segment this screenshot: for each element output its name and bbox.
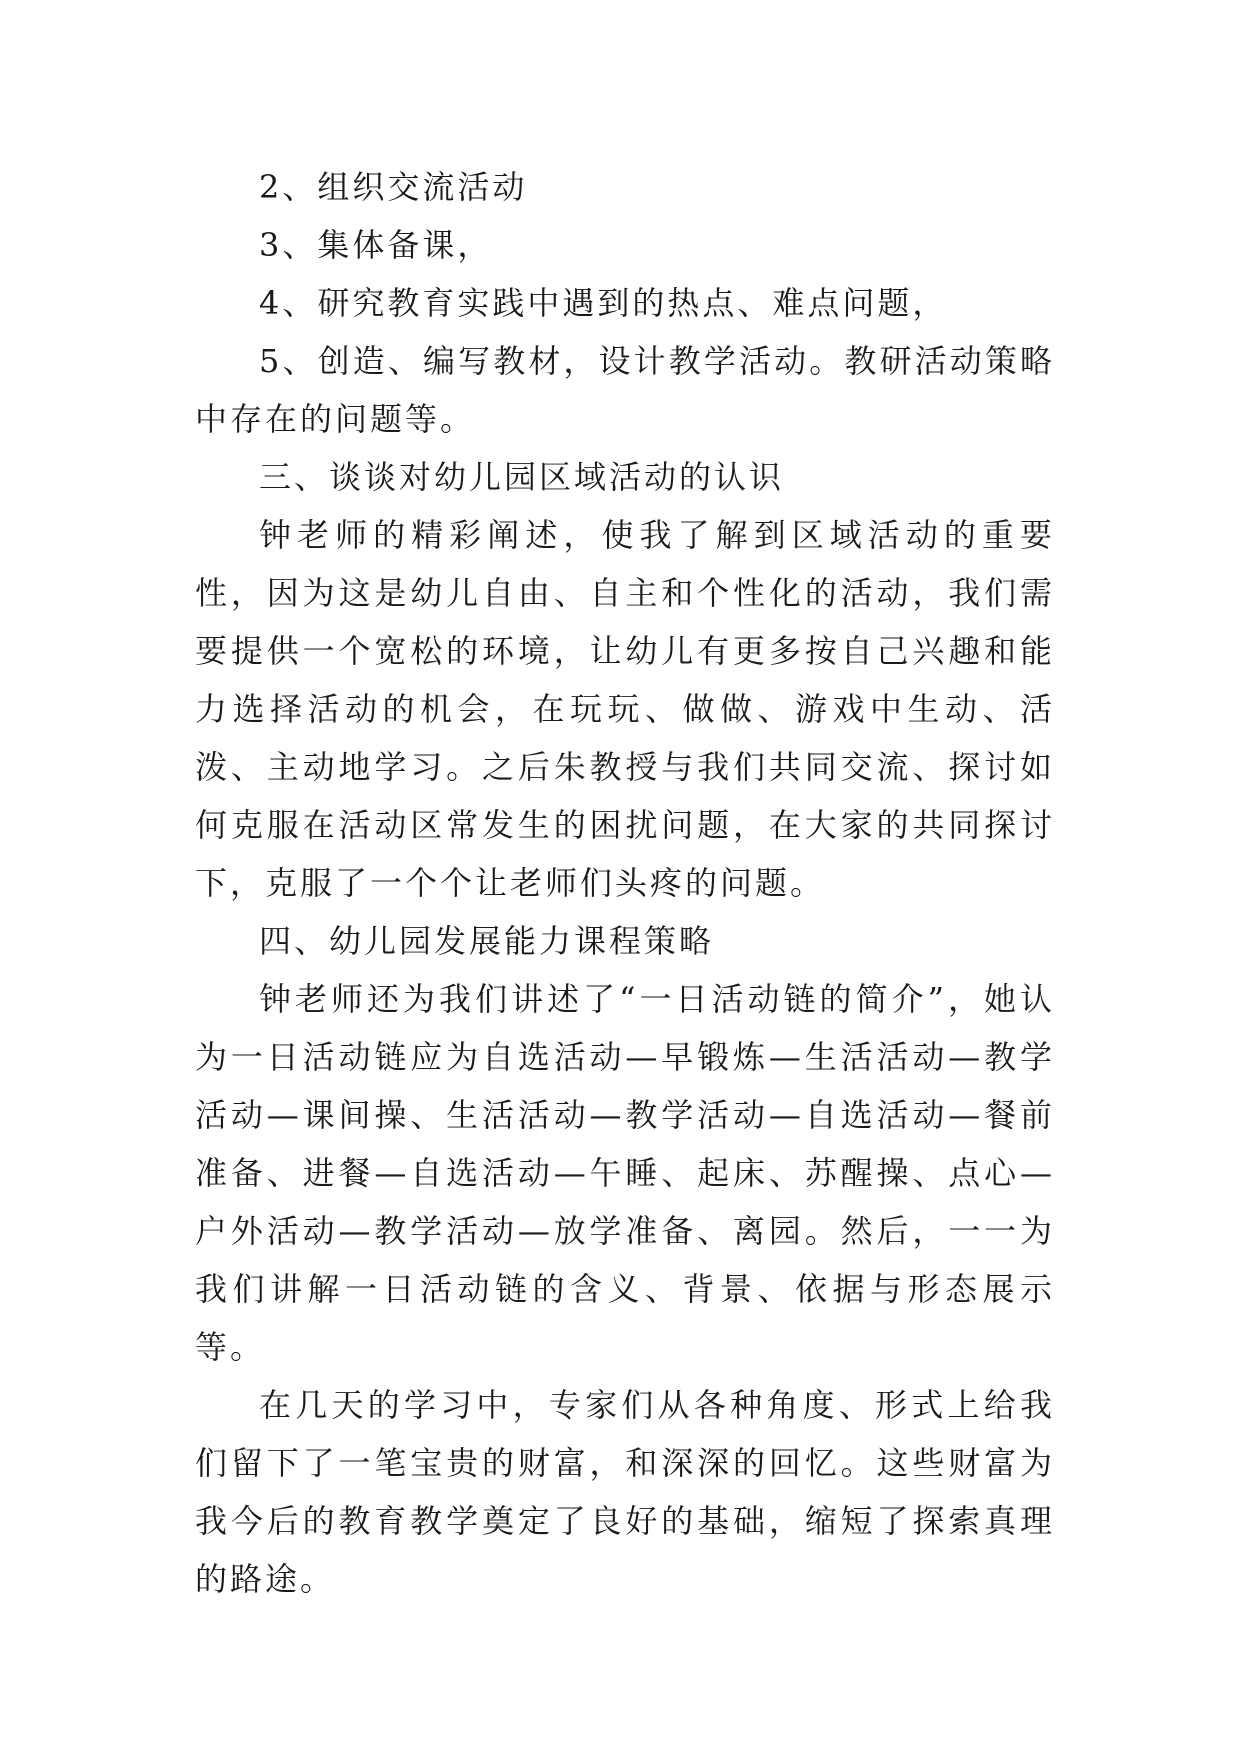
document-body: [195, 158, 1055, 1608]
paragraph-daily-activity-chain: 钟老师还为我们讲述了“一日活动链的简介”，她认为一日活动链应为自选活动—早锻炼—生活活动—教学活动—课间操、生活活动—教学活动—自选活动—餐前准备、进餐—自选活动—午睡、起床、苏醒操、点心—户外活动—教学活动—放学准备、离园。然后，一一为我们讲解一日活动链的含义、背景、依据与形态展示等。: [195, 980, 1055, 1366]
paragraph-regional-activities: 钟老师的精彩阐述，使我了解到区域活动的重要性，因为这是幼儿自由、自主和个性化的活动，我们需要提供一个宽松的环境，让幼儿有更多按自己兴趣和能力选择活动的机会，在玩玩、做做、游戏中生动、活泼、主动地学习。之后朱教授与我们共同交流、探讨如何克服在活动区常发生的困扰问题，在大家的共同探讨下，克服了一个个让老师们头疼的问题。: [195, 516, 1055, 902]
paragraph-conclusion: 在几天的学习中，专家们从各种角度、形式上给我们留下了一笔宝贵的财富，和深深的回忆。这些财富为我今后的教育教学奠定了良好的基础，缩短了探索真理的路途。: [195, 1386, 1055, 1598]
section-heading-curriculum-strategy: 四、幼儿园发展能力课程策略: [259, 922, 715, 960]
list-item-create-materials: 5、创造、编写教材，设计教学活动。教研活动策略中存在的问题等。: [195, 342, 1055, 438]
list-item-collective-lesson-prep: 3、集体备课，: [259, 226, 493, 264]
section-heading-regional-activities: 三、谈谈对幼儿园区域活动的认识: [259, 458, 785, 496]
list-item-research-issues: 4、研究教育实践中遇到的热点、难点问题，: [259, 284, 948, 322]
list-item-organize-exchange: 2、组织交流活动: [259, 168, 528, 206]
